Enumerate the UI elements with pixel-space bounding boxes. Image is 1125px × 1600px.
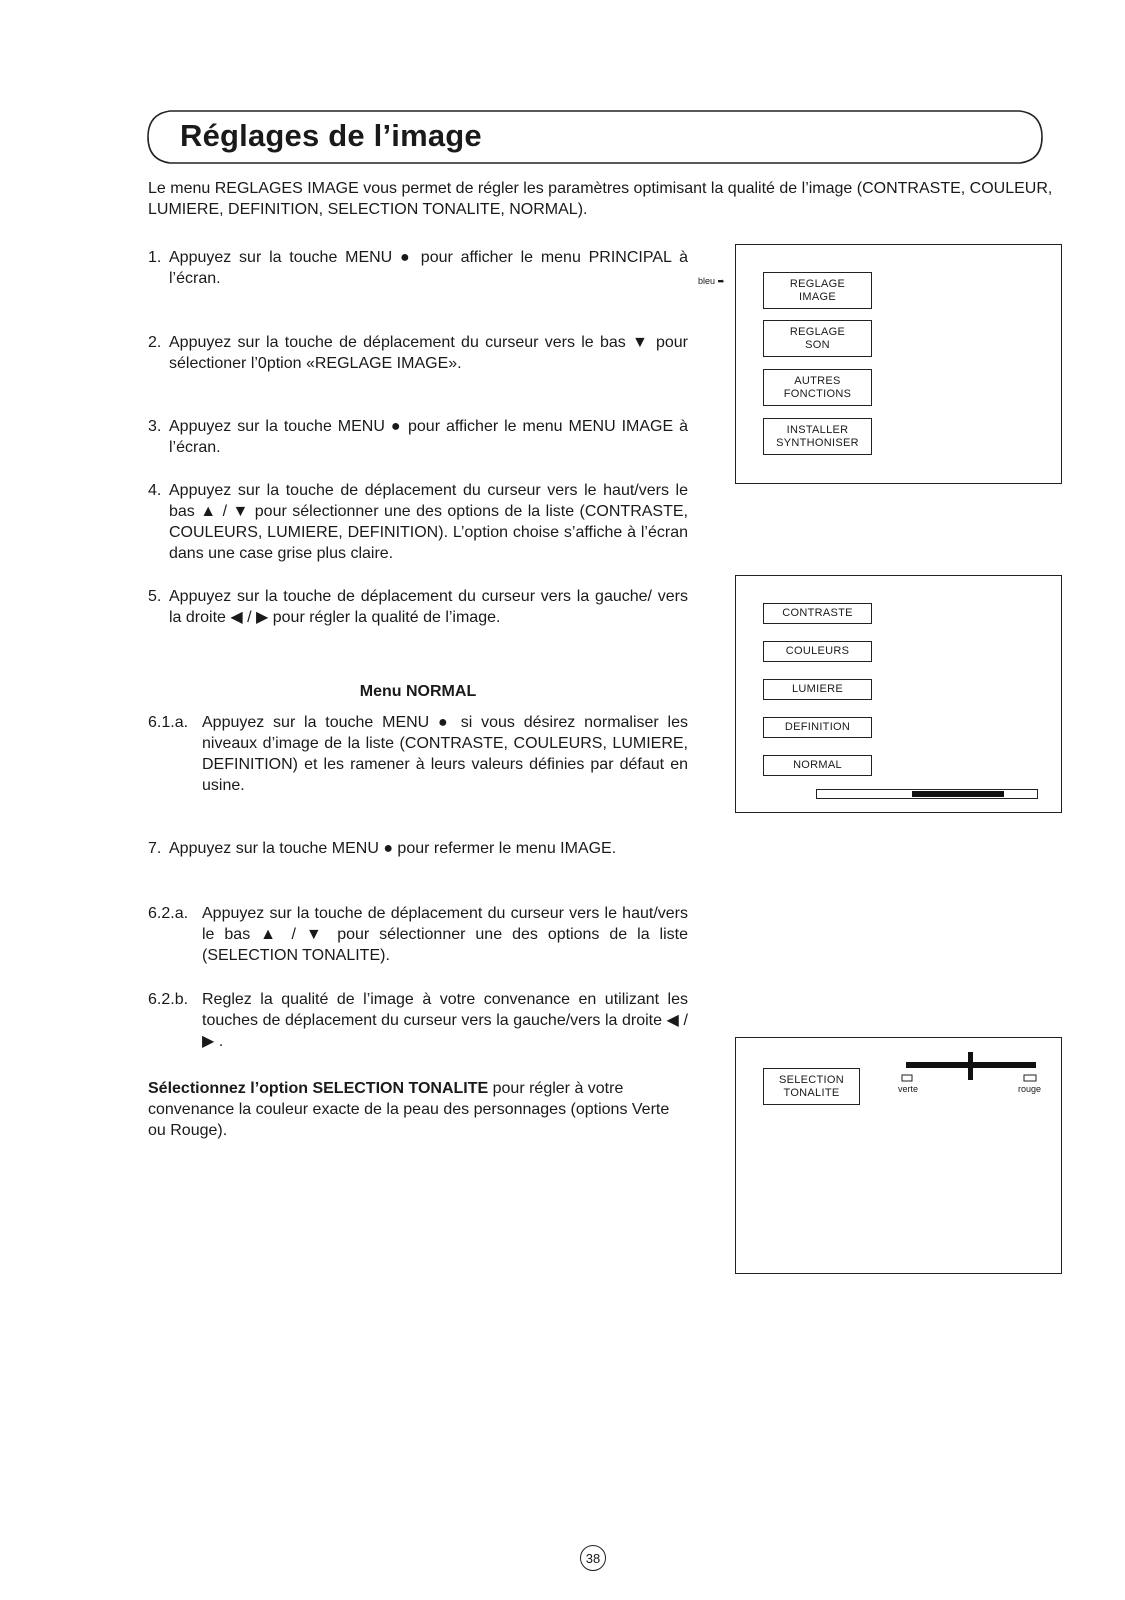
menu-item-reglage-image: REGLAGE IMAGE xyxy=(763,272,872,309)
step-number: 6.2.a. xyxy=(148,905,189,922)
page-title: Réglages de l’image xyxy=(180,118,482,153)
menu-normal-heading: Menu NORMAL xyxy=(359,683,477,700)
step-text: Appuyez sur la touche MENU ● pour afficher le menu MENU IMAGE à l’écran. xyxy=(169,418,688,456)
menu-item-contraste: CONTRASTE xyxy=(763,603,872,624)
menu-item-couleurs: COULEURS xyxy=(763,641,872,662)
note-rest: pour régler à votre convenance la couleur exacte de la peau des personnages (options Verte ou Rouge). xyxy=(148,1080,670,1139)
step-number: 3. xyxy=(148,418,162,435)
step-number: 4. xyxy=(148,482,162,499)
menu-item-installer-synthoniser: INSTALLER SYNTHONISER xyxy=(763,418,872,455)
pointer-label: bleu ➨ xyxy=(698,276,726,286)
menu-item-autres-fonctions: AUTRES FONCTIONS xyxy=(763,369,872,406)
step-number: 6.2.b. xyxy=(148,991,189,1008)
main-menu-screen xyxy=(735,244,1062,484)
selection-tonalite-note xyxy=(148,1078,688,1141)
step-text: Appuyez sur la touche MENU ● si vous désirez normaliser les niveaux d’image de la liste (CONTRASTE, COULEURS, LUMIERE, DEFINITION) et les ramener à leurs valeurs définies par défaut en usine. xyxy=(202,714,688,794)
step-3 xyxy=(148,416,688,458)
step-4 xyxy=(148,480,688,564)
step-text: Appuyez sur la touche de déplacement du curseur vers le bas ▼ pour sélectioner l’0ption «REGLAGE IMAGE». xyxy=(169,334,688,372)
tonalite-screen xyxy=(735,1037,1062,1274)
level-bar xyxy=(816,789,1038,799)
step-6-1-a xyxy=(148,712,688,796)
image-menu-screen xyxy=(735,575,1062,813)
step-7 xyxy=(148,838,688,859)
level-bar-fill xyxy=(912,791,1004,797)
step-text: Appuyez sur la touche MENU ● pour refermer le menu IMAGE. xyxy=(169,840,617,857)
step-number: 1. xyxy=(148,249,162,266)
menu-item-lumiere: LUMIERE xyxy=(763,679,872,700)
step-text: Reglez la qualité de l’image à votre convenance en utilizant les touches de déplacement du curseur vers la gauche/vers la droite ◀ / ▶ . xyxy=(202,991,688,1050)
step-6-2-a xyxy=(148,903,688,966)
step-text: Appuyez sur la touche de déplacement du curseur vers le haut/vers le bas ▲ / ▼ pour sélectionner une des options de la liste (CONTRASTE, COULEURS, LUMIERE, DEFINITION). L’option choise s’affiche à l’écran dans une case grise plus claire. xyxy=(169,482,688,562)
menu-item-selection-tonalite: SELECTION TONALITE xyxy=(763,1068,860,1105)
note-bold: Sélectionnez l’option SELECTION TONALITE xyxy=(148,1080,489,1097)
intro-paragraph: Le menu REGLAGES IMAGE vous permet de régler les paramètres optimisant la qualité de l’image (CONTRASTE, COULEUR, LUMIERE, DEFINITION, SELECTION TONALITE, NORMAL). xyxy=(148,180,1053,218)
step-5 xyxy=(148,586,688,628)
step-number: 7. xyxy=(148,840,162,857)
step-text: Appuyez sur la touche de déplacement du curseur vers le haut/vers le bas ▲ / ▼ pour sélectionner une des options de la liste (SELECTION TONALITE). xyxy=(202,905,688,964)
step-number: 2. xyxy=(148,334,162,351)
menu-item-normal: NORMAL xyxy=(763,755,872,776)
step-text: Appuyez sur la touche MENU ● pour afficher le menu PRINCIPAL à l’écran. xyxy=(169,249,688,287)
page-number: 38 xyxy=(580,1545,606,1571)
step-2 xyxy=(148,332,688,374)
step-number: 5. xyxy=(148,588,162,605)
menu-item-definition: DEFINITION xyxy=(763,717,872,738)
step-6-2-b xyxy=(148,989,688,1052)
menu-item-reglage-son: REGLAGE SON xyxy=(763,320,872,357)
verte-label: verte xyxy=(898,1084,919,1094)
step-text: Appuyez sur la touche de déplacement du curseur vers la gauche/ vers la droite ◀ / ▶ pour régler la qualité de l’image. xyxy=(169,588,688,626)
step-number: 6.1.a. xyxy=(148,714,189,731)
rouge-label: rouge xyxy=(1018,1084,1042,1094)
step-1 xyxy=(148,247,688,289)
pointer-arrow-icon: ➨ xyxy=(717,276,726,286)
